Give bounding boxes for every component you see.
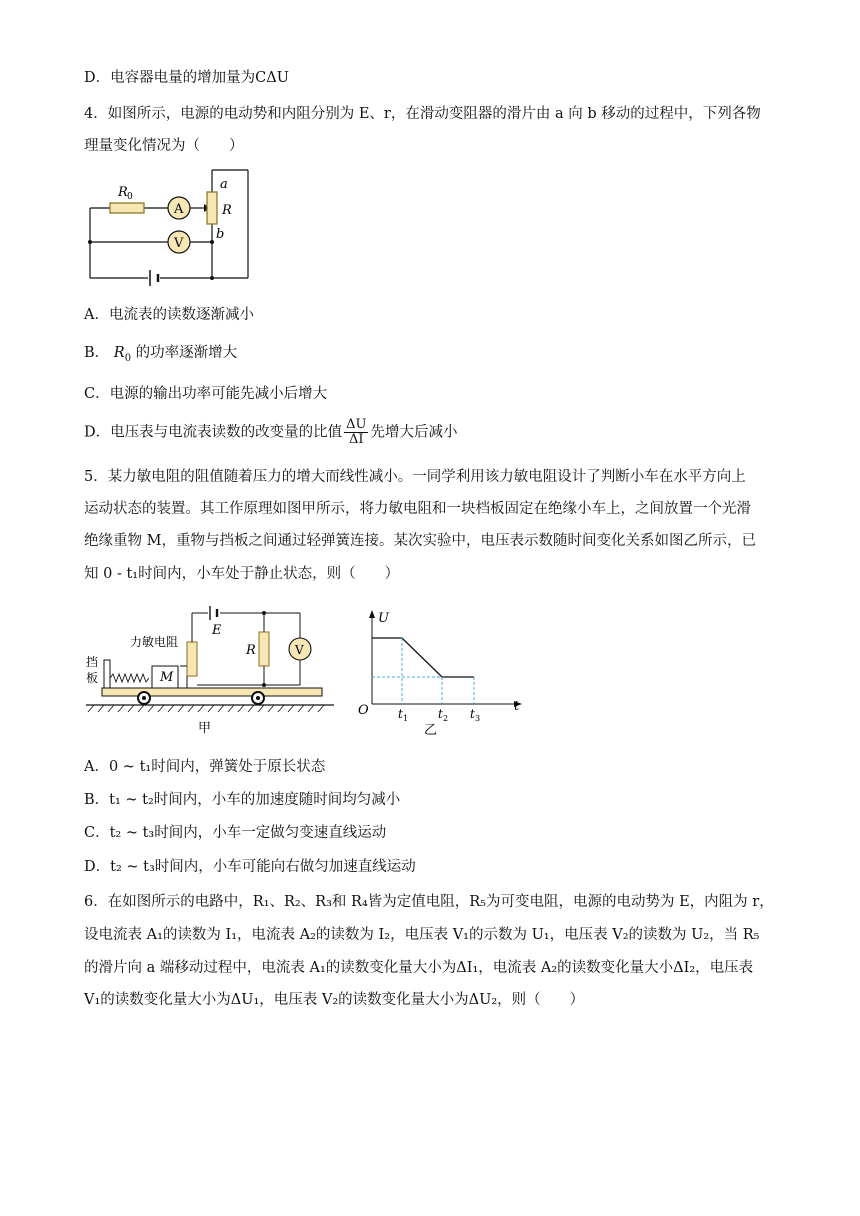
q6-stem-line2: 设电流表 A₁的读数为 I₁，电流表 A₂的读数为 I₂，电压表 V₁的示数为 U₁，电压表 V₂的读数为 U₂，当 R₅ <box>84 927 760 943</box>
spring-icon <box>110 674 149 682</box>
tick-t2: t <box>438 707 443 721</box>
mass-label: M <box>160 670 174 685</box>
q4-stem-line1: 4．如图所示，电源的电动势和内阻分别为 E、r，在滑动变阻器的滑片由 a 向 b 移动的过程中，下列各物 <box>84 106 761 122</box>
voltmeter-label: V <box>295 643 304 657</box>
svg-text:3: 3 <box>475 714 481 723</box>
plate-label-2: 板 <box>86 671 99 685</box>
q5-option-a: A．0 ~ t₁时间内，弹簧处于原长状态 <box>84 759 326 775</box>
voltmeter-label: V <box>174 236 184 251</box>
r0-label: R <box>118 185 128 200</box>
q4-option-c: C．电源的输出功率可能先减小后增大 <box>84 386 328 402</box>
q3-option-d: D．电容器电量的增加量为CΔU <box>84 70 289 86</box>
svg-text:2: 2 <box>443 714 449 723</box>
emf-label: E <box>212 623 222 638</box>
plate-label-1: 挡 <box>86 655 99 669</box>
voltage-curve <box>372 638 474 677</box>
q4-option-b: B． $R_0$ 的功率逐渐增大 <box>84 345 238 364</box>
r0-subscript: 0 <box>127 192 133 202</box>
q5-figure-yi <box>352 600 532 740</box>
q4-option-a: A．电流表的读数逐渐减小 <box>84 307 254 323</box>
end-b-label: b <box>216 227 225 242</box>
caption-yi: 乙 <box>424 723 438 738</box>
q5-stem-line3: 绝缘重物 M，重物与挡板之间通过轻弹簧连接。某次实验中，电压表示数随时间变化关系如图乙所示，已 <box>84 533 756 549</box>
rheostat-label: R <box>222 203 232 218</box>
q6-stem-line3: 的滑片向 a 端移动过程中，电流表 A₁的读数变化量大小为ΔI₁，电流表 A₂的读数变化量大小ΔI₂，电压表 <box>84 960 754 976</box>
r0-resistor <box>110 203 144 213</box>
q5-option-d: D．t₂ ~ t₃时间内，小车可能向右做匀加速直线运动 <box>84 859 416 875</box>
rheostat-resistor <box>207 192 217 224</box>
q6-stem-line4: V₁的读数变化量大小为ΔU₁，电压表 V₂的读数变化量大小为ΔU₂，则（ ） <box>84 992 585 1008</box>
caption-jia: 甲 <box>198 721 212 736</box>
q5-stem-line2: 运动状态的装置。其工作原理如图甲所示，将力敏电阻和一块档板固定在绝缘小车上，之间放置一个光滑 <box>84 501 751 517</box>
y-axis-arrow-icon <box>369 610 375 618</box>
tick-t3: t <box>470 707 475 721</box>
q5-stem-line4: 知 0 - t₁时间内，小车处于静止状态，则（ ） <box>84 566 400 582</box>
resistor-label: R <box>246 643 256 658</box>
origin-label: O <box>358 703 369 718</box>
ammeter-label: A <box>174 202 184 217</box>
end-a-label: a <box>220 177 228 192</box>
q6-stem-line1: 6．在如图所示的电路中，R₁、R₂、R₃和 R₄皆为定值电阻，R₅为可变电阻，电源的电动势为 E，内阻为 r， <box>84 894 774 910</box>
svg-text:1: 1 <box>403 714 409 723</box>
q4-option-d: D．电压表与电流表读数的改变量的比值 $\frac{\Delta U}{\Delta I}$ 先增大后减小 <box>84 417 458 447</box>
tick-t1: t <box>398 707 403 721</box>
y-axis-label: U <box>378 611 389 626</box>
q5-option-b: B．t₁ ~ t₂时间内，小车的加速度随时间均匀减小 <box>84 792 401 808</box>
sensor-label: 力敏电阻 <box>130 635 179 649</box>
q5-stem-line1: 5．某力敏电阻的阻值随着压力的增大而线性减小。一同学利用该力敏电阻设计了判断小车在水平方向上 <box>84 469 746 485</box>
q5-option-c: C．t₂ ~ t₃时间内，小车一定做匀变速直线运动 <box>84 825 387 841</box>
x-axis-label: t <box>514 699 520 714</box>
q4-stem-line2: 理量变化情况为（ ） <box>84 138 244 154</box>
q5-figure-jia <box>84 600 334 740</box>
delta-ratio-fraction: $\frac{\Delta U}{\Delta I}$ <box>346 417 367 447</box>
q4-circuit-figure <box>84 166 260 286</box>
